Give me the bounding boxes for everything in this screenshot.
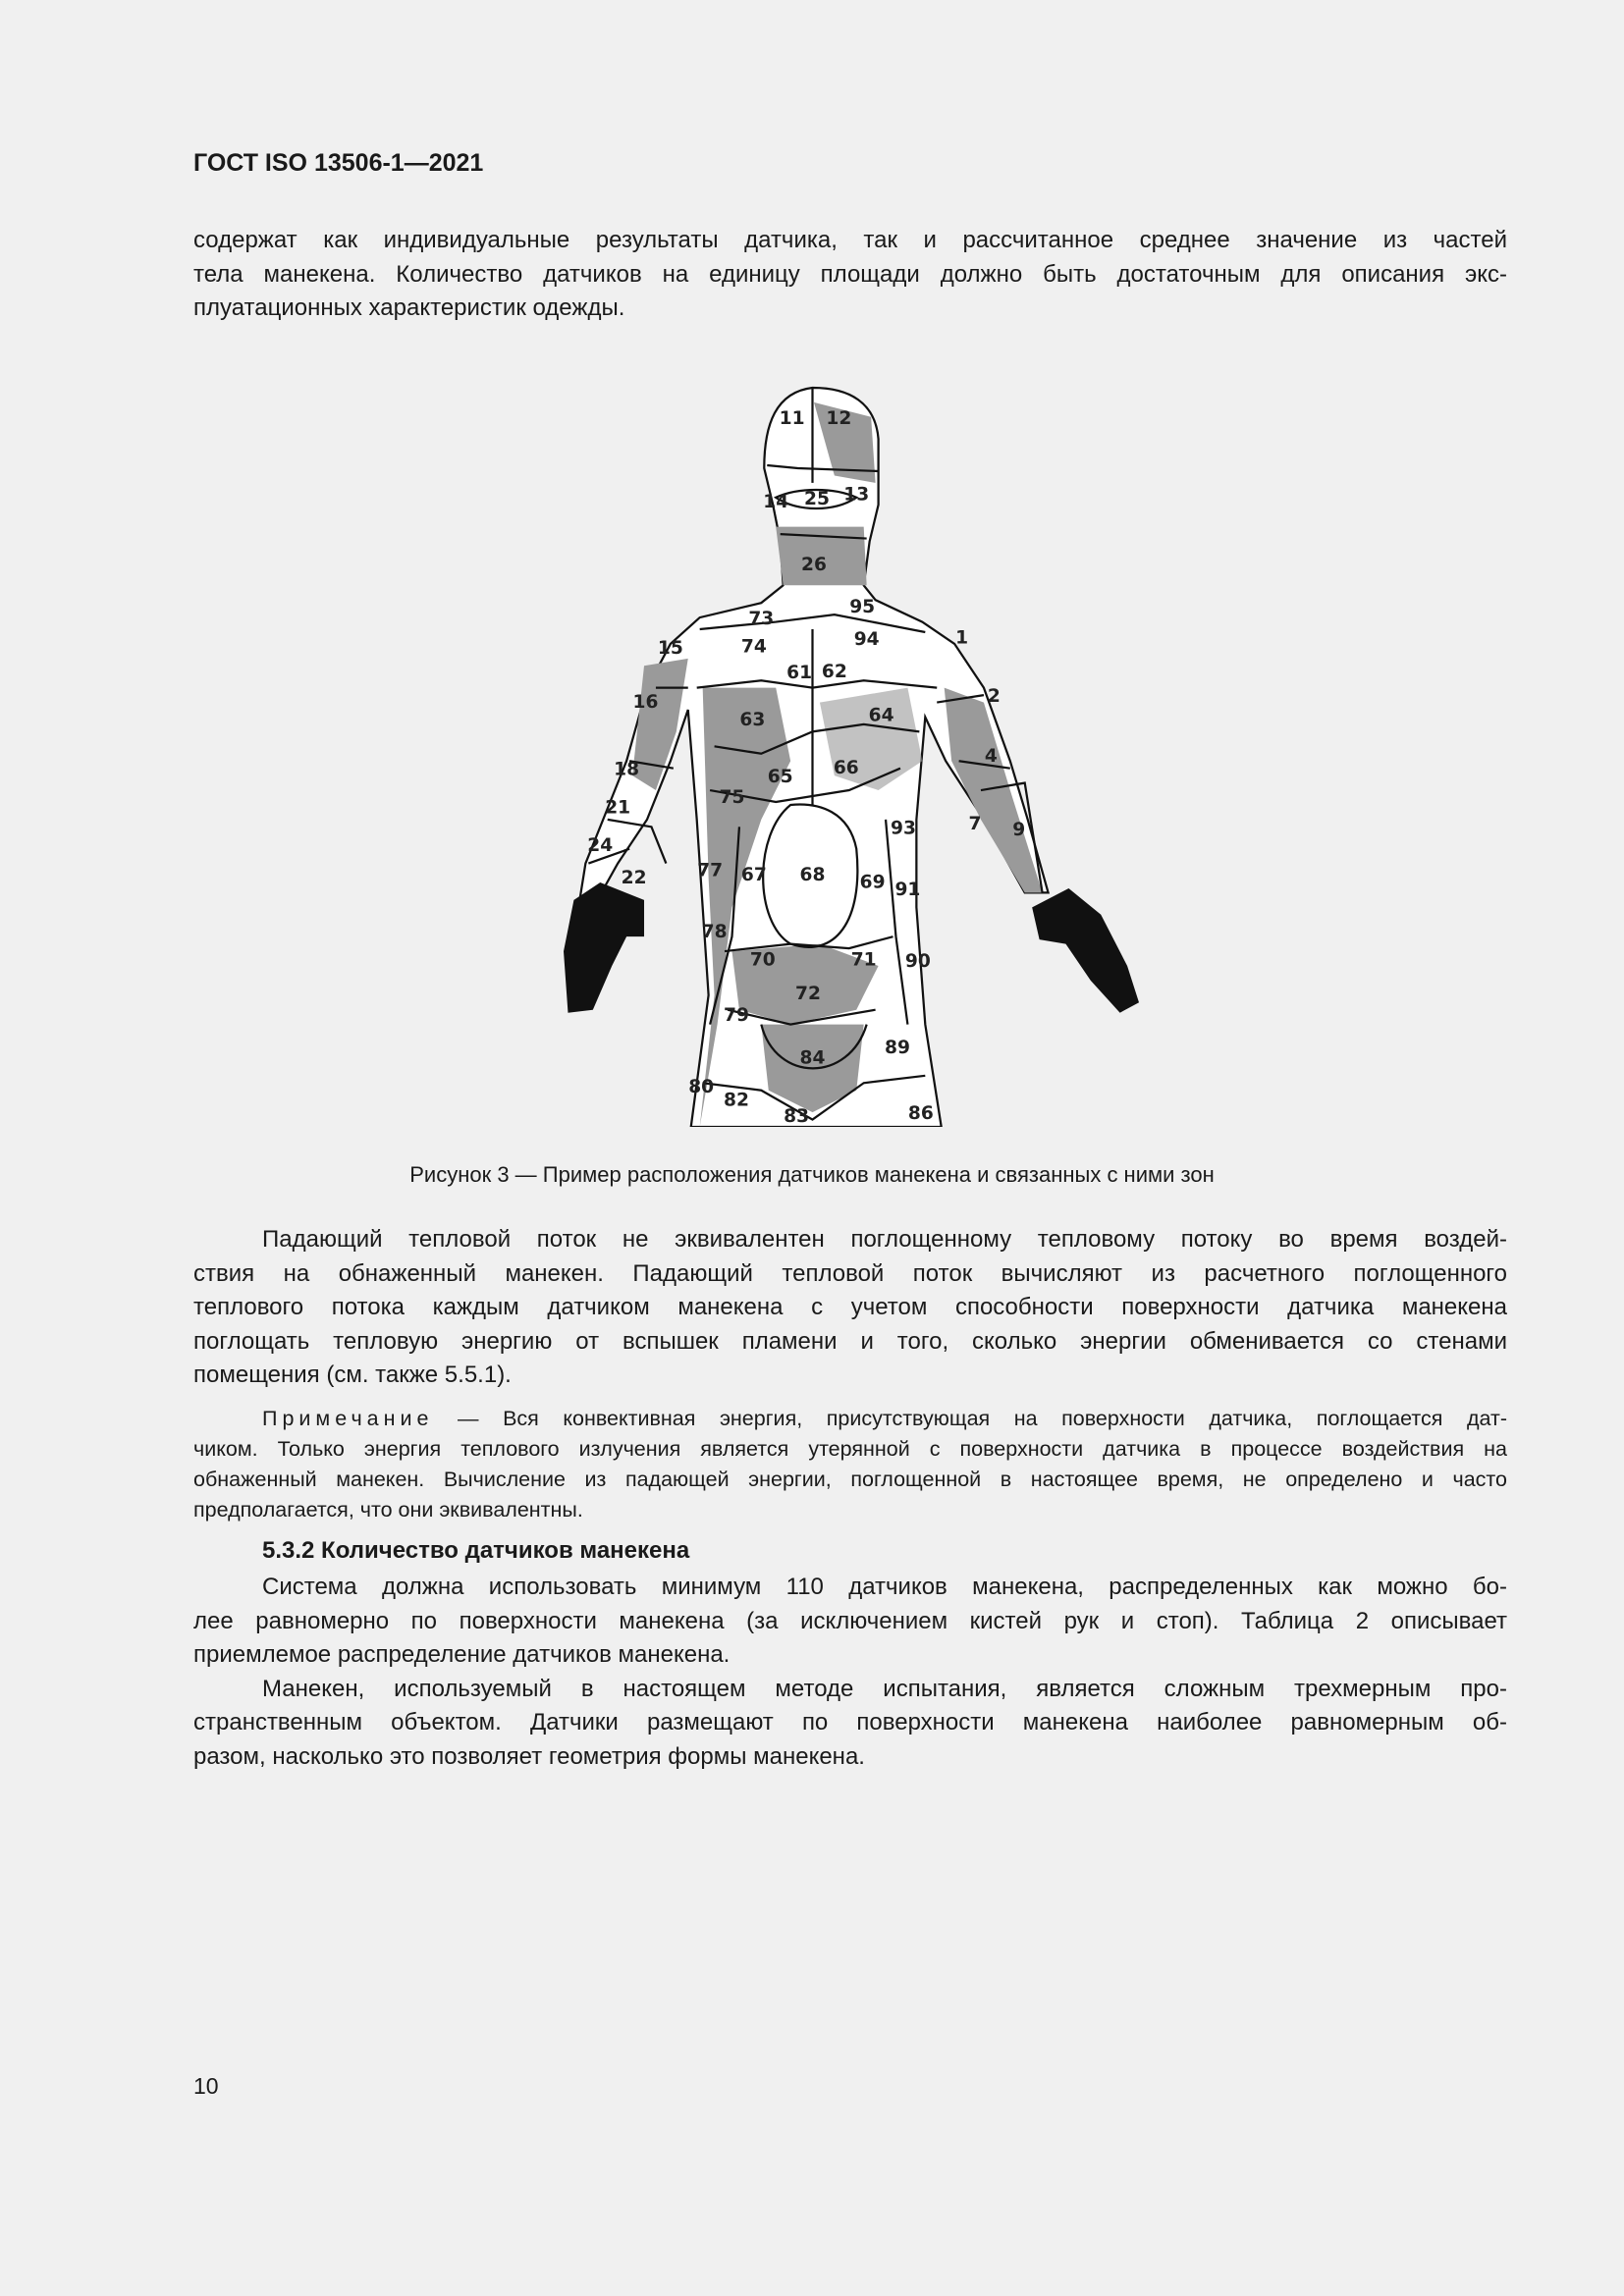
zone-label-9: 9	[1012, 819, 1026, 840]
right-hand	[1032, 888, 1139, 1013]
zone-label-7: 7	[968, 813, 982, 834]
zone-label-86: 86	[907, 1103, 934, 1125]
document-header: ГОСТ ISO 13506-1—2021	[193, 149, 484, 177]
zone-label-74: 74	[740, 636, 767, 658]
zone-label-79: 79	[723, 1005, 749, 1027]
zone-label-78: 78	[701, 922, 728, 943]
zone-label-63: 63	[739, 709, 766, 730]
text-line: помещения (см. также 5.5.1).	[193, 1362, 512, 1388]
intro-paragraph	[193, 224, 1507, 326]
note-block	[193, 1404, 1507, 1525]
mannequin-sensor-figure	[564, 385, 1142, 1127]
zone-label-69: 69	[859, 872, 886, 893]
text-line: плуатационных характеристик одежды.	[193, 294, 625, 321]
zone-label-14: 14	[763, 491, 789, 512]
zone-label-72: 72	[795, 983, 821, 1004]
zone-label-11: 11	[779, 407, 805, 429]
zone-label-75: 75	[719, 786, 745, 808]
text-line: предполагается, что они эквивалентны.	[193, 1498, 583, 1522]
text-line: чиком. Только энергия теплового излучения является утерянной с поверхности датчика в процессе воздействия на	[193, 1437, 1507, 1461]
zone-label-12: 12	[826, 407, 852, 429]
text-line: Манекен, используемый в настоящем методе испытания, является сложным трехмерным про-	[262, 1675, 1507, 1702]
text-line	[193, 1404, 1507, 1434]
zone-label-82: 82	[723, 1090, 749, 1111]
zone-label-70: 70	[749, 949, 776, 971]
zone-label-66: 66	[833, 758, 859, 779]
text-line: приемлемое распределение датчиков манекена.	[193, 1641, 731, 1668]
zone-label-90: 90	[904, 951, 931, 973]
text-line: лее равномерно по поверхности манекена (за исключением кистей рук и стоп). Таблица 2 описывает	[193, 1607, 1507, 1634]
text-line: теплового потока каждым датчиком манекена с учетом способности поверхности датчика манекена	[193, 1294, 1507, 1320]
figure-caption: Рисунок 3 — Пример расположения датчиков манекена и связанных с ними зон	[409, 1162, 1215, 1187]
zone-label-95: 95	[849, 597, 876, 618]
zone-label-83: 83	[784, 1106, 810, 1127]
zone-label-16: 16	[632, 692, 659, 714]
zone-label-24: 24	[587, 835, 614, 857]
zone-label-71: 71	[850, 949, 877, 971]
zone-label-61: 61	[786, 663, 813, 684]
zone-label-73: 73	[748, 609, 775, 630]
text-line: Система должна использовать минимум 110 датчиков манекена, распределенных как можно бо-	[262, 1574, 1507, 1600]
zone-label-62: 62	[821, 661, 847, 682]
zone-label-84: 84	[799, 1047, 826, 1069]
zone-label-13: 13	[843, 484, 870, 506]
zone-label-1: 1	[955, 627, 969, 649]
incident-heat-flux-paragraph	[193, 1223, 1507, 1393]
note-label: Примечание	[262, 1407, 434, 1430]
sensor-count-paragraph	[193, 1571, 1507, 1774]
zone-label-68: 68	[799, 865, 826, 886]
zone-label-4: 4	[984, 746, 998, 768]
section-heading: 5.3.2 Количество датчиков манекена	[262, 1537, 690, 1564]
zone-label-91: 91	[894, 879, 921, 900]
zone-label-94: 94	[853, 628, 880, 650]
text-line: тела манекена. Количество датчиков на единицу площади должно быть достаточным для описания экс-	[193, 260, 1507, 288]
zone-label-65: 65	[767, 767, 793, 788]
page-number: 10	[193, 2073, 219, 2099]
zone-label-15: 15	[657, 637, 683, 659]
zone-label-80: 80	[688, 1077, 715, 1098]
note-text: — Вся конвективная энергия, присутствующая на поверхности датчика, поглощается дат-	[433, 1407, 1507, 1430]
text-line: поглощать тепловую энергию от вспышек пламени и того, сколько энергии обменивается со стенами	[193, 1327, 1507, 1355]
text-line: странственным объектом. Датчики размещают по поверхности манекена наиболее равномерным об-	[193, 1709, 1507, 1735]
text-line: разом, насколько это позволяет геометрия формы манекена.	[193, 1742, 865, 1770]
text-line: содержат как индивидуальные результаты датчика, так и рассчитанное среднее значение из частей	[193, 227, 1507, 253]
left-hand	[564, 882, 644, 1013]
zone-label-2: 2	[987, 686, 1001, 708]
text-line: обнаженный манекен. Вычисление из падающей энергии, поглощенной в настоящее время, не определено и часто	[193, 1468, 1507, 1491]
text-line: ствия на обнаженный манекен. Падающий тепловой поток вычисляют из расчетного поглощенного	[193, 1259, 1507, 1287]
zone-label-67: 67	[740, 865, 767, 886]
zone-label-22: 22	[621, 868, 647, 889]
zone-label-26: 26	[801, 554, 827, 575]
zone-label-93: 93	[890, 818, 916, 839]
zone-label-21: 21	[605, 797, 631, 819]
zone-label-18: 18	[614, 759, 640, 780]
zone-label-77: 77	[697, 860, 724, 881]
text-line: Падающий тепловой поток не эквивалентен поглощенному тепловому потоку во время воздей-	[262, 1226, 1507, 1253]
zone-label-64: 64	[868, 705, 894, 726]
zone-label-89: 89	[885, 1037, 910, 1058]
zone-label-25: 25	[804, 488, 830, 509]
